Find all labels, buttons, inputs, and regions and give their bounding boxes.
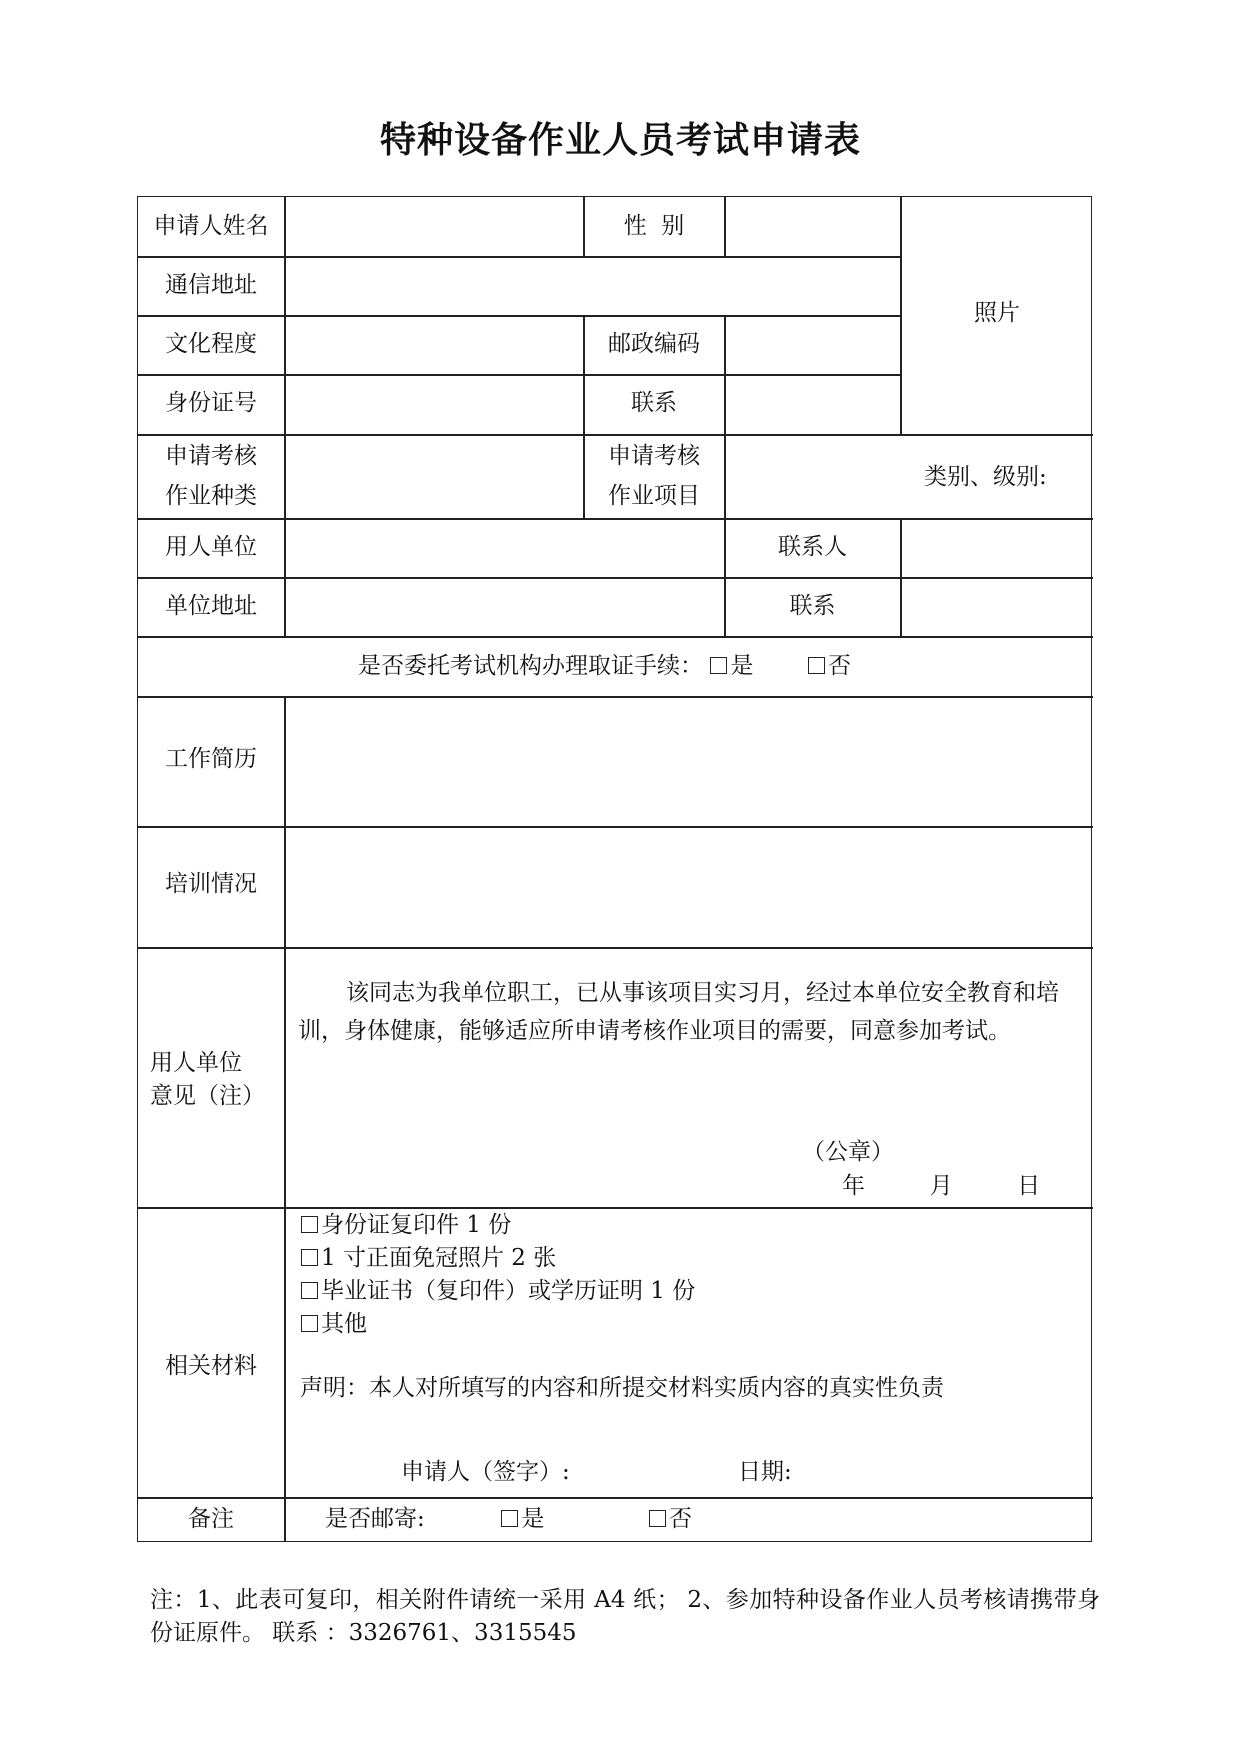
postcode-field[interactable] <box>726 317 899 373</box>
employer-label: 用人单位 <box>165 534 257 560</box>
class-level-label: 类别、级别: <box>924 464 1047 490</box>
material-item-3: 毕业证书（复印件）或学历证明 1 份 <box>301 1276 695 1307</box>
education-label: 文化程度 <box>165 331 257 357</box>
employer-opinion-text: 该同志为我单位职工，已从事该项目实习月，经过本单位安全教育和培训，身体健康，能够适应所申请考核作业项目的需要，同意参加考试。 <box>298 980 1059 1044</box>
applicant-name-field[interactable] <box>286 199 581 255</box>
material-4-checkbox[interactable] <box>301 1315 318 1332</box>
id-number-field[interactable] <box>286 376 581 433</box>
photo-label: 照片 <box>974 300 1020 326</box>
mail-question: 是否邮寄: <box>325 1506 425 1532</box>
training-field[interactable] <box>286 828 1091 946</box>
entrust-yes-checkbox[interactable] <box>710 657 727 674</box>
material-item-4: 其他 <box>301 1309 367 1340</box>
entrust-no-checkbox[interactable] <box>808 657 825 674</box>
application-form <box>137 196 1092 1542</box>
work-history-label: 工作简历 <box>165 746 257 772</box>
employer-contact-label: 联系 <box>789 593 836 619</box>
entrust-question: 是否委托考试机构办理取证手续： <box>358 653 703 679</box>
mail-yes-label: 是 <box>521 1506 545 1532</box>
employer-contact-field[interactable] <box>902 579 1091 635</box>
job-category-field[interactable] <box>286 436 581 517</box>
date-year-label: 年 <box>842 1173 865 1199</box>
employer-address-field[interactable] <box>286 579 722 635</box>
mail-row <box>325 1504 692 1535</box>
material-item-1: 身份证复印件 1 份 <box>301 1210 511 1241</box>
contact-label: 联系 <box>631 390 677 416</box>
id-number-label: 身份证号 <box>165 390 257 416</box>
contact-field[interactable] <box>726 376 899 433</box>
date-month-label: 月 <box>929 1173 953 1199</box>
address-field[interactable] <box>286 258 898 314</box>
sign-date-label: 日期: <box>738 1459 792 1485</box>
mail-no-checkbox[interactable] <box>649 1510 666 1527</box>
remarks-label: 备注 <box>188 1506 234 1532</box>
seal-label: （公章） <box>802 1139 894 1165</box>
postcode-label: 邮政编码 <box>608 331 700 357</box>
opinion-date <box>842 1171 1040 1202</box>
work-history-field[interactable] <box>286 698 1091 825</box>
employer-field[interactable] <box>286 520 722 576</box>
employer-opinion-label: 用人单位 意见（注） <box>150 1050 265 1110</box>
form-title: 特种设备作业人员考试申请表 <box>379 119 861 161</box>
material-2-checkbox[interactable] <box>301 1249 318 1266</box>
footnote: 注：1、此表可复印，相关附件请统一采用 A4 纸； 2、参加特种设备作业人员考核请携带身份证原件。 联系 ：3326761、3315545 <box>150 1587 1100 1647</box>
material-3-checkbox[interactable] <box>301 1282 318 1299</box>
applicant-name-label: 申请人姓名 <box>153 213 269 239</box>
signature-label: 申请人（签字）: <box>401 1459 570 1485</box>
mail-no-label: 否 <box>669 1506 692 1532</box>
job-item-label: 申请考核 作业项目 <box>608 443 700 510</box>
gender-field[interactable] <box>726 199 899 255</box>
photo-box[interactable] <box>902 199 1091 433</box>
material-item-2: 1 寸正面免冠照片 2 张 <box>301 1243 556 1274</box>
address-label: 通信地址 <box>165 272 257 298</box>
gender-label: 性 别 <box>623 213 685 239</box>
training-label: 培训情况 <box>165 871 257 897</box>
contact-person-label: 联系人 <box>778 534 847 560</box>
date-day-label: 日 <box>1017 1173 1041 1199</box>
education-field[interactable] <box>286 317 581 373</box>
mail-yes-checkbox[interactable] <box>501 1510 518 1527</box>
entrust-no-label: 否 <box>827 653 851 679</box>
materials-label: 相关材料 <box>165 1353 257 1379</box>
signature-field[interactable] <box>578 1449 728 1489</box>
job-item-field[interactable] <box>726 436 1091 517</box>
contact-person-field[interactable] <box>902 520 1091 576</box>
declaration-text: 声明：本人对所填写的内容和所提交材料实质内容的真实性负责 <box>300 1375 944 1401</box>
sign-date-field[interactable] <box>803 1449 1003 1489</box>
entrust-row <box>358 651 851 682</box>
material-1-checkbox[interactable] <box>301 1216 318 1233</box>
entrust-yes-label: 是 <box>730 653 754 679</box>
job-category-label: 申请考核 作业种类 <box>165 443 257 510</box>
employer-address-label: 单位地址 <box>165 593 257 619</box>
